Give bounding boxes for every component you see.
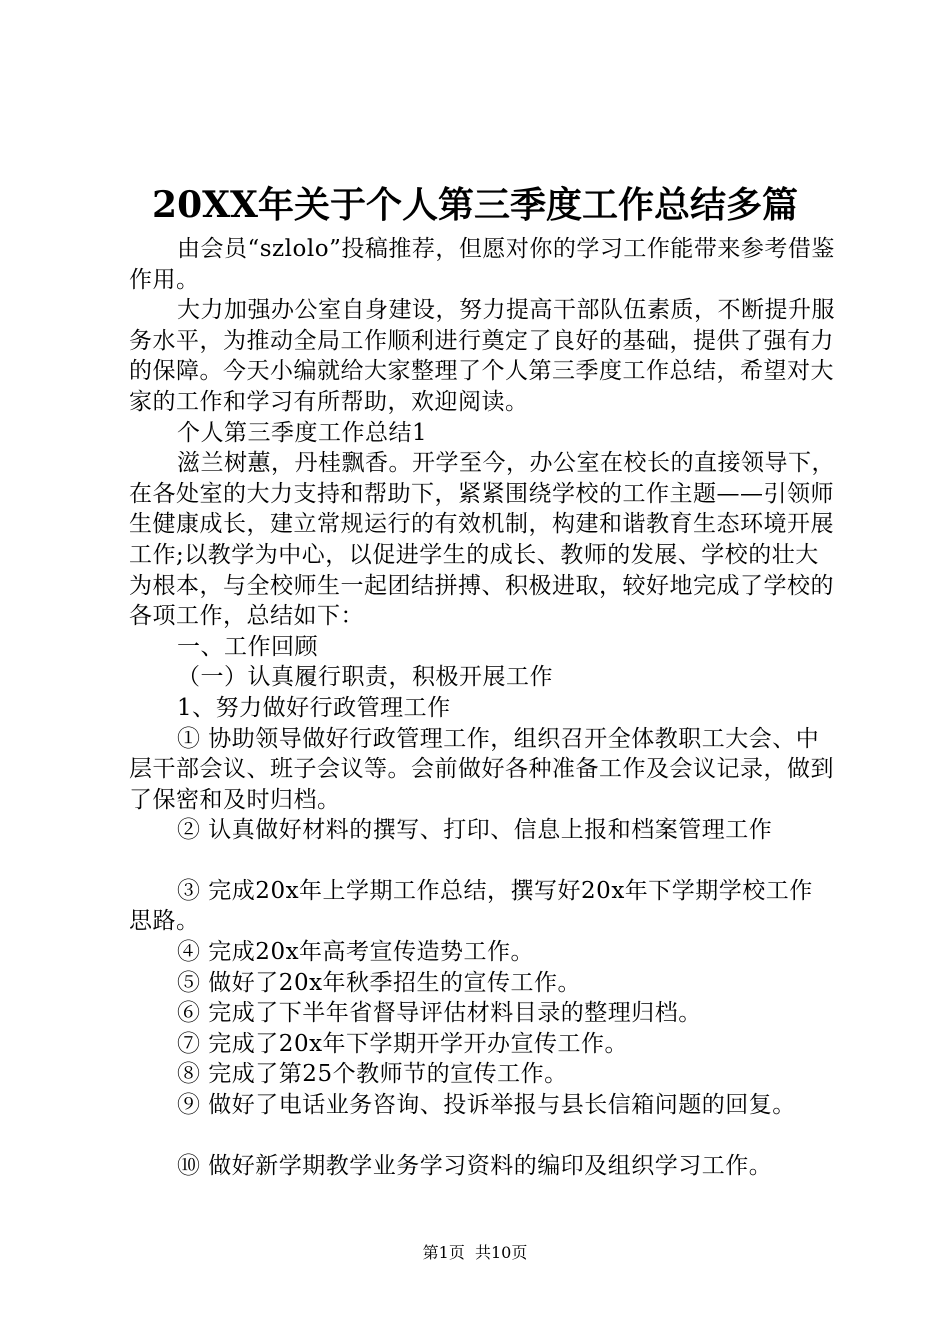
list-item-9: ⑨ 做好了电话业务咨询、投诉举报与县长信箱问题的回复。 [177, 1092, 796, 1119]
list-item-10: ⑩ 做好新学期教学业务学习资料的编印及组织学习工作。 [177, 1152, 773, 1179]
subheading-admin-work: 1、努力做好行政管理工作 [177, 694, 451, 721]
page-number-label: 第1页 共10页 [422, 1243, 528, 1262]
page-footer [0, 1243, 950, 1263]
paragraph-intro: 由会员“szlolo”投稿推荐，但愿对你的学习工作能带来参考借鉴作用。 [129, 236, 835, 293]
document-title: 20XX年关于个人第三季度工作总结多篇 [152, 184, 798, 226]
document-body [129, 234, 835, 1181]
spacer [129, 1121, 835, 1151]
list-item-4: ④ 完成20x年高考宣传造势工作。 [177, 939, 535, 966]
subheading-duties: （一）认真履行职责，积极开展工作 [177, 664, 553, 691]
list-item-3: ③ 完成20x年上学期工作总结，撰写好20x年下学期学校工作思路。 [129, 877, 813, 935]
spacer [129, 846, 835, 876]
heading-work-review: 一、工作回顾 [177, 633, 318, 660]
section-heading-summary-1: 个人第三季度工作总结1 [177, 419, 428, 446]
list-item-1: ① 协助领导做好行政管理工作，组织召开全体教职工大会、中层干部会议、班子会议等。会前做好各种准备工作及会议记录，做到了保密和及时归档。 [129, 725, 834, 813]
list-item-5: ⑤ 做好了20x年秋季招生的宣传工作。 [177, 969, 582, 996]
list-item-7: ⑦ 完成了20x年下学期开学开办宣传工作。 [177, 1030, 629, 1057]
paragraph-overview: 滋兰树蕙，丹桂飘香。开学至今，办公室在校长的直接领导下，在各处室的大力支持和帮助下，紧紧围绕学校的工作主题——引领师生健康成长，建立常规运行的有效机制，构建和谐教育生态环境开展工作;以教学为中心，以促进学生的成长、教师的发展、学校的壮大为根本，与全校师生一起团结拼搏、积极进取，较好地完成了学校的各项工作，总结如下： [129, 450, 835, 630]
list-item-6: ⑥ 完成了下半年省督导评估材料目录的整理归档。 [177, 1000, 702, 1027]
paragraph-summary: 大力加强办公室自身建设，努力提高干部队伍素质，不断提升服务水平，为推动全局工作顺利进行奠定了良好的基础，提供了强有力的保障。今天小编就给大家整理了个人第三季度工作总结，希望对大家的工作和学习有所帮助，欢迎阅读。 [129, 297, 835, 415]
list-item-8: ⑧ 完成了第25个教师节的宣传工作。 [177, 1061, 568, 1088]
list-item-2: ② 认真做好材料的撰写、打印、信息上报和档案管理工作 [177, 817, 773, 844]
